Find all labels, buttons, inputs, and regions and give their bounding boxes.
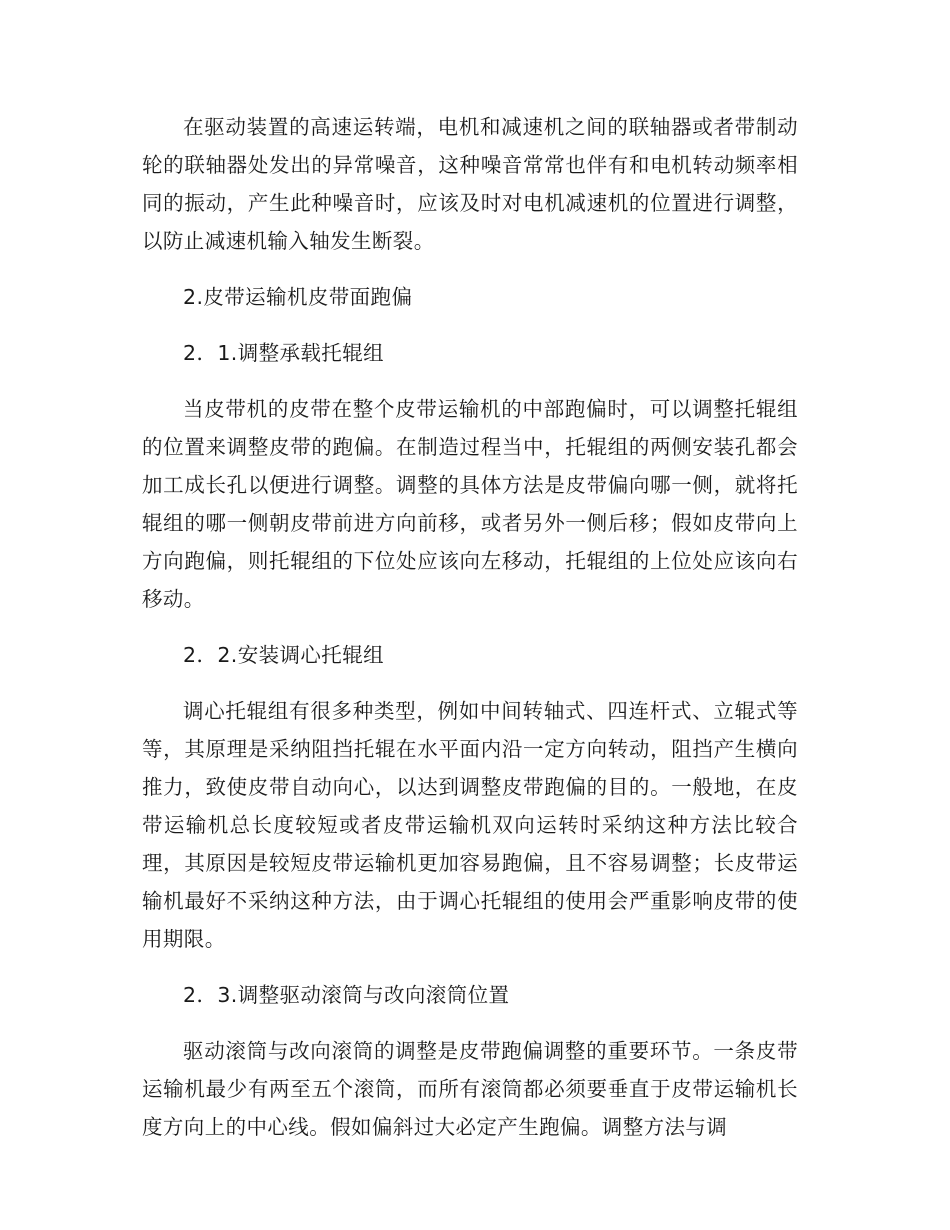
paragraph-adjust-idler: 当皮带机的皮带在整个皮带运输机的中部跑偏时，可以调整托辊组的位置来调整皮带的跑偏。在制造过程当中，托辊组的两侧安装孔都会加工成长孔以便进行调整。调整的具体方法是皮带偏向哪一侧，就将托辊组的哪一侧朝皮带前进方向前移，或者另外一侧后移；假如皮带向上方向跑偏，则托辊组的下位处应该向左移动，托辊组的上位处应该向右移动。	[142, 397, 798, 611]
paragraph-motor-noise: 在驱动装置的高速运转端，电机和减速机之间的联轴器或者带制动轮的联轴器处发出的异常噪音，这种噪音常常也伴有和电机转动频率相同的振动，产生此种噪音时，应该及时对电机减速机的位置进行调整，以防止减速机输入轴发生断裂。	[142, 115, 798, 253]
subsection-heading-self-aligning-idler: 2．2.安装调心托辊组	[183, 643, 385, 667]
paragraph-self-aligning-idler: 调心托辊组有很多种类型，例如中间转轴式、四连杆式、立辊式等等，其原理是采纳阻挡托辊在水平面内沿一定方向转动，阻挡产生横向推力，致使皮带自动向心，以达到调整皮带跑偏的目的。一般地，在皮带运输机总长度较短或者皮带运输机双向运转时采纳这种方法比较合理，其原因是较短皮带运输机更加容易跑偏，且不容易调整；长皮带运输机最好不采纳这种方法，由于调心托辊组的使用会严重影响皮带的使用期限。	[142, 699, 798, 951]
section-heading-belt-deviation: 2.皮带运输机皮带面跑偏	[183, 285, 413, 309]
document-body	[142, 108, 798, 1164]
subsection-heading-drum-position: 2．3.调整驱动滚筒与改向滚筒位置	[183, 983, 510, 1007]
paragraph-drum-position: 驱动滚筒与改向滚筒的调整是皮带跑偏调整的重要环节。一条皮带运输机最少有两至五个滚筒，而所有滚筒都必须要垂直于皮带运输机长度方向上的中心线。假如偏斜过大必定产生跑偏。调整方法与调	[142, 1039, 798, 1139]
subsection-heading-adjust-idler: 2．1.调整承载托辊组	[183, 341, 385, 365]
